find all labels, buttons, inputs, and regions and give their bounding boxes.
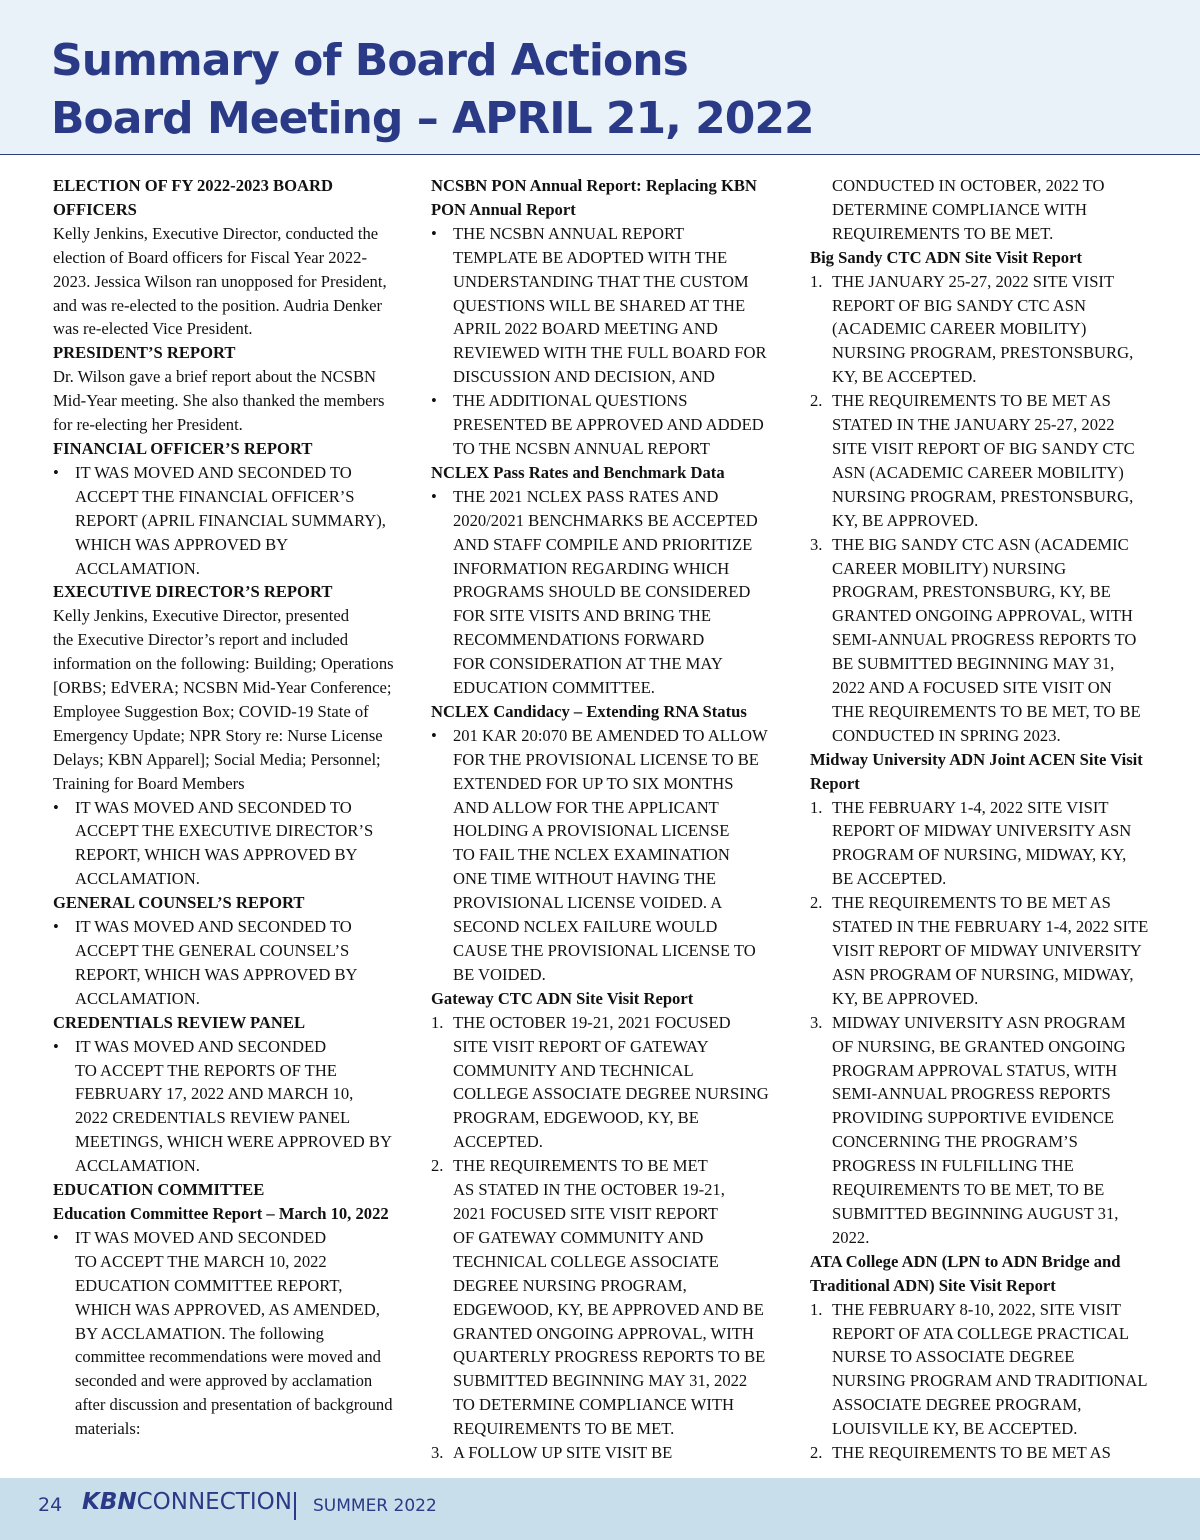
section-heading-financial: FINANCIAL OFFICER’S REPORT bbox=[53, 438, 313, 458]
numbered-item-big-sandy-1 bbox=[810, 270, 1182, 390]
column-middle bbox=[431, 174, 793, 1465]
paragraph-president: Dr. Wilson gave a brief report about the NCSBN Mid-Year meeting. She also thanked the members for re-electing her President. bbox=[53, 367, 385, 435]
section-heading-president: PRESIDENT’S REPORT bbox=[53, 343, 236, 363]
numbered-item-ata-1 bbox=[810, 1298, 1182, 1441]
numbered-item-big-sandy-2 bbox=[810, 389, 1182, 532]
column-right bbox=[810, 174, 1182, 1465]
bullet-marker: • bbox=[53, 917, 59, 937]
number-marker: 1. bbox=[810, 1299, 823, 1319]
numbered-text: THE REQUIREMENTS TO BE MET AS STATED IN THE JANUARY 25-27, 2022 SITE VISIT REPORT OF BIG SANDY CTC ASN (ACADEMIC CAREER MOBILITY) NURSING PROGRAM, PRESTONSBURG, KY, BE APPROVED. bbox=[832, 391, 1135, 530]
numbered-item-gateway-3 bbox=[431, 1441, 793, 1465]
number-marker: 3. bbox=[810, 534, 823, 554]
numbered-text: MIDWAY UNIVERSITY ASN PROGRAM OF NURSING, BE GRANTED ONGOING PROGRAM APPROVAL STATUS, WITH SEMI-ANNUAL PROGRESS REPORTS PROVIDING SUPPORTIVE EVIDENCE CONCERNING THE PROGRAM’S PROGRESS IN FULFILLING THE REQUIREMENTS TO BE MET, TO BE SUBMITTED BEGINNING AUGUST 31, 2022. bbox=[832, 1012, 1126, 1247]
section-heading-executive: EXECUTIVE DIRECTOR’S REPORT bbox=[53, 582, 333, 602]
bullet-item-pon-2 bbox=[431, 389, 793, 461]
bullet-item-financial bbox=[53, 461, 410, 581]
subheading-big-sandy: Big Sandy CTC ADN Site Visit Report bbox=[810, 247, 1082, 267]
bullet-item-nclex bbox=[431, 485, 793, 700]
number-marker: 2. bbox=[810, 893, 823, 913]
bullet-item-credentials bbox=[53, 1035, 410, 1178]
bullet-item-counsel bbox=[53, 915, 410, 1011]
bullet-text: THE 2021 NCLEX PASS RATES AND 2020/2021 BENCHMARKS BE ACCEPTED AND STAFF COMPILE AND PRIORITIZE INFORMATION REGARDING WHICH PROGRAMS SHOULD BE CONSIDERED FOR SITE VISITS AND BRING THE RECOMMENDATIONS FORWARD FOR CONSIDERATION AT THE MAY EDUCATION COMMITTEE. bbox=[453, 486, 758, 698]
bullet-text: IT WAS MOVED AND SECONDED TO ACCEPT THE FINANCIAL OFFICER’S REPORT (APRIL FINANCIAL SUMMARY), WHICH WAS APPROVED BY ACCLAMATION. bbox=[75, 462, 386, 578]
numbered-text: THE OCTOBER 19-21, 2021 FOCUSED SITE VISIT REPORT OF GATEWAY COMMUNITY AND TECHNICAL COLLEGE ASSOCIATE DEGREE NURSING PROGRAM, EDGEWOOD, KY, BE ACCEPTED. bbox=[453, 1012, 769, 1152]
subheading-education-report: Education Committee Report – March 10, 2022 bbox=[53, 1203, 389, 1223]
bullet-item-education-report bbox=[53, 1226, 410, 1441]
number-marker: 3. bbox=[810, 1012, 823, 1032]
section-heading-credentials: CREDENTIALS REVIEW PANEL bbox=[53, 1012, 306, 1032]
numbered-item-midway-3 bbox=[810, 1011, 1182, 1250]
bullet-text: IT WAS MOVED AND SECONDED TO ACCEPT THE MARCH 10, 2022 EDUCATION COMMITTEE REPORT, WHICH WAS APPROVED, AS AMENDED, BY ACCLAMATION. The following committee recommendations were moved and seconded and were approved by acclamation after discussion and presentation of background materials: bbox=[75, 1227, 393, 1439]
subheading-midway: Midway University ADN Joint ACEN Site Visit Report bbox=[810, 749, 1143, 793]
number-marker: 1. bbox=[810, 271, 823, 291]
numbered-text: THE FEBRUARY 1-4, 2022 SITE VISIT REPORT OF MIDWAY UNIVERSITY ASN PROGRAM OF NURSING, MIDWAY, KY, BE ACCEPTED. bbox=[832, 797, 1132, 889]
numbered-text: A FOLLOW UP SITE VISIT BE bbox=[453, 1443, 673, 1463]
section-heading-education: EDUCATION COMMITTEE bbox=[53, 1180, 265, 1200]
page-footer bbox=[0, 1478, 1200, 1540]
bullet-text: IT WAS MOVED AND SECONDED TO ACCEPT THE GENERAL COUNSEL’S REPORT, WHICH WAS APPROVED BY ACCLAMATION. bbox=[75, 917, 358, 1008]
numbered-item-big-sandy-3 bbox=[810, 533, 1182, 748]
bullet-text: THE ADDITIONAL QUESTIONS PRESENTED BE APPROVED AND ADDED TO THE NCSBN ANNUAL REPORT bbox=[453, 391, 764, 458]
section-heading-counsel: GENERAL COUNSEL’S REPORT bbox=[53, 893, 305, 913]
logo-connection: CONNECTION bbox=[136, 1489, 292, 1515]
bullet-marker: • bbox=[53, 1036, 59, 1056]
subheading-pon: NCSBN PON Annual Report: Replacing KBN PON Annual Report bbox=[431, 176, 757, 219]
subheading-rna: NCLEX Candidacy – Extending RNA Status bbox=[431, 701, 747, 721]
number-marker: 2. bbox=[810, 391, 823, 411]
bullet-marker: • bbox=[53, 1227, 59, 1247]
page-title-line1: Summary of Board Actions bbox=[51, 35, 688, 86]
issue-label: SUMMER 2022 bbox=[313, 1496, 437, 1516]
numbered-text: THE REQUIREMENTS TO BE MET AS STATED IN THE FEBRUARY 1-4, 2022 SITE VISIT REPORT OF MIDWAY UNIVERSITY ASN PROGRAM OF NURSING, MIDWAY, KY, BE APPROVED. bbox=[832, 893, 1149, 1008]
section-heading-election: ELECTION OF FY 2022-2023 BOARD OFFICERS bbox=[53, 176, 333, 219]
bullet-text: THE NCSBN ANNUAL REPORT TEMPLATE BE ADOPTED WITH THE UNDERSTANDING THAT THE CUSTOM QUESTIONS WILL BE SHARED AT THE APRIL 2022 BOARD MEETING AND REVIEWED WITH THE FULL BOARD FOR DISCUSSION AND DECISION, AND bbox=[453, 223, 767, 387]
number-marker: 1. bbox=[431, 1012, 444, 1032]
numbered-text: THE BIG SANDY CTC ASN (ACADEMIC CAREER MOBILITY) NURSING PROGRAM, PRESTONSBURG, KY, BE GRANTED ONGOING APPROVAL, WITH SEMI-ANNUAL PROGRESS REPORTS TO BE SUBMITTED BEGINNING MAY 31, 2022 AND A FOCUSED SITE VISIT ON THE REQUIREMENTS TO BE MET, TO BE CONDUCTED IN SPRING 2023. bbox=[832, 534, 1141, 745]
bullet-marker: • bbox=[53, 462, 59, 482]
numbered-text: THE REQUIREMENTS TO BE MET AS STATED IN THE OCTOBER 19-21, 2021 FOCUSED SITE VISIT REPORT OF GATEWAY COMMUNITY AND TECHNICAL COLLEGE ASSOCIATE DEGREE NURSING PROGRAM, EDGEWOOD, KY, BE APPROVED AND BE GRANTED ONGOING APPROVAL, WITH QUARTERLY PROGRESS REPORTS TO BE SUBMITTED BEGINNING MAY 31, 2022 TO DETERMINE COMPLIANCE WITH REQUIREMENTS TO BE MET. bbox=[453, 1156, 766, 1439]
paragraph-executive: Kelly Jenkins, Executive Director, presented the Executive Director’s report and included information on the following: Building; Operations [ORBS; EdVERA; NCSBN Mid-Year Conference; Employee Suggestion Box; COVID-19 State of Emergency Update; NPR Story re: Nurse License Delays; KBN Apparel]; Social Media; Personnel; Training for Board Members bbox=[53, 606, 394, 793]
bullet-marker: • bbox=[431, 391, 437, 411]
bullet-item-pon-1 bbox=[431, 222, 793, 389]
numbered-item-gateway-2 bbox=[431, 1154, 793, 1441]
number-marker: 1. bbox=[810, 797, 823, 817]
number-marker: 2. bbox=[431, 1156, 444, 1176]
logo-kbn: KBN bbox=[82, 1489, 137, 1515]
page-title-line2: Board Meeting – APRIL 21, 2022 bbox=[51, 93, 814, 144]
bullet-marker: • bbox=[431, 725, 437, 745]
bullet-marker: • bbox=[53, 797, 59, 817]
bullet-text: 201 KAR 20:070 BE AMENDED TO ALLOW FOR THE PROVISIONAL LICENSE TO BE EXTENDED FOR UP TO SIX MONTHS AND ALLOW FOR THE APPLICANT HOLDING A PROVISIONAL LICENSE TO FAIL THE NCLEX EXAMINATION ONE TIME WITHOUT HAVING THE PROVISIONAL LICENSE VOIDED. A SECOND NCLEX FAILURE WOULD CAUSE THE PROVISIONAL LICENSE TO BE VOIDED. bbox=[453, 725, 768, 984]
numbered-text: THE REQUIREMENTS TO BE MET AS bbox=[832, 1443, 1111, 1463]
subheading-nclex: NCLEX Pass Rates and Benchmark Data bbox=[431, 462, 725, 482]
page-header bbox=[0, 0, 1200, 155]
number-marker: 2. bbox=[810, 1443, 823, 1463]
bullet-marker: • bbox=[431, 486, 437, 506]
subheading-gateway: Gateway CTC ADN Site Visit Report bbox=[431, 988, 694, 1008]
numbered-text: THE JANUARY 25-27, 2022 SITE VISIT REPORT OF BIG SANDY CTC ASN (ACADEMIC CAREER MOBILITY) NURSING PROGRAM, PRESTONSBURG, KY, BE ACCEPTED. bbox=[832, 271, 1134, 387]
bullet-item-executive bbox=[53, 796, 410, 892]
bullet-text: IT WAS MOVED AND SECONDED TO ACCEPT THE REPORTS OF THE FEBRUARY 17, 2022 AND MARCH 10, 2022 CREDENTIALS REVIEW PANEL MEETINGS, WHICH WERE APPROVED BY ACCLAMATION. bbox=[75, 1036, 392, 1176]
bullet-text: IT WAS MOVED AND SECONDED TO ACCEPT THE EXECUTIVE DIRECTOR’S REPORT, WHICH WAS APPROVED BY ACCLAMATION. bbox=[75, 797, 374, 889]
bullet-item-rna bbox=[431, 724, 793, 987]
numbered-item-gateway-1 bbox=[431, 1011, 793, 1154]
footer-divider bbox=[294, 1492, 296, 1520]
numbered-item-midway-2 bbox=[810, 891, 1182, 1011]
continued-text-gateway-3: CONDUCTED IN OCTOBER, 2022 TO DETERMINE COMPLIANCE WITH REQUIREMENTS TO BE MET. bbox=[832, 176, 1105, 243]
number-marker: 3. bbox=[431, 1443, 444, 1463]
page-number: 24 bbox=[38, 1494, 63, 1516]
column-left bbox=[53, 174, 410, 1441]
paragraph-election: Kelly Jenkins, Executive Director, conducted the election of Board officers for Fiscal Year 2022- 2023. Jessica Wilson ran unopposed for President, and was re-elected to the position. Audria Denker was re-elected Vice President. bbox=[53, 223, 387, 339]
bullet-marker: • bbox=[431, 223, 437, 243]
publication-logo bbox=[82, 1489, 292, 1515]
numbered-item-ata-2 bbox=[810, 1441, 1182, 1465]
subheading-ata: ATA College ADN (LPN to ADN Bridge and Traditional ADN) Site Visit Report bbox=[810, 1251, 1121, 1295]
numbered-item-midway-1 bbox=[810, 796, 1182, 892]
numbered-text: THE FEBRUARY 8-10, 2022, SITE VISIT REPORT OF ATA COLLEGE PRACTICAL NURSE TO ASSOCIATE DEGREE NURSING PROGRAM AND TRADITIONAL ASSOCIATE DEGREE PROGRAM, LOUISVILLE KY, BE ACCEPTED. bbox=[832, 1299, 1148, 1439]
